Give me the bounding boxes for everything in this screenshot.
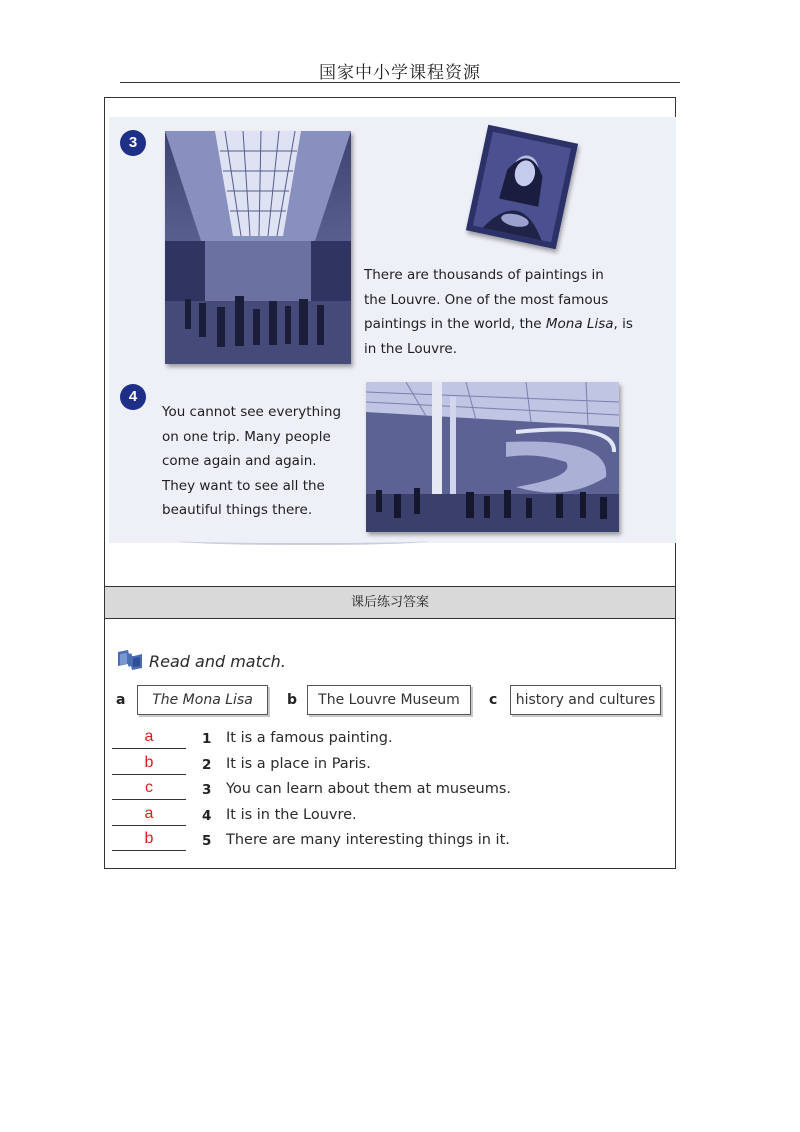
question-text-5: There are many interesting things in it. bbox=[226, 832, 510, 848]
option-letter-a: a bbox=[116, 692, 126, 708]
puzzle-icon bbox=[116, 648, 144, 672]
answers-bar: 课后练习答案 bbox=[105, 586, 675, 619]
section-4-line-4: They want to see all the bbox=[162, 477, 325, 494]
page-header: 国家中小学课程资源 bbox=[319, 63, 481, 83]
header-rule bbox=[120, 82, 680, 83]
section-badge-4: 4 bbox=[120, 384, 146, 410]
section-3-text bbox=[364, 263, 633, 361]
question-number-1: 1 bbox=[202, 731, 212, 747]
section-3-line-4: in the Louvre. bbox=[364, 340, 457, 357]
question-text-2: It is a place in Paris. bbox=[226, 756, 371, 772]
option-box-b: The Louvre Museum bbox=[307, 685, 471, 715]
section-4-line-2: on one trip. Many people bbox=[162, 428, 331, 445]
section-3-line-3 bbox=[364, 312, 633, 337]
question-text-1: It is a famous painting. bbox=[226, 730, 393, 746]
question-text-3: You can learn about them at museums. bbox=[226, 781, 512, 797]
answer-blank-4: a bbox=[112, 806, 186, 826]
section-badge-3: 3 bbox=[120, 130, 146, 156]
option-letter-b: b bbox=[287, 692, 298, 708]
section-4-line-1: You cannot see everything bbox=[162, 404, 342, 420]
mona-lisa-italic: Mona Lisa bbox=[545, 316, 614, 332]
section-4-line-5: beautiful things there. bbox=[162, 502, 313, 518]
option-box-c: history and cultures bbox=[510, 685, 661, 715]
section-3-line-3-start: paintings in the world, the bbox=[364, 316, 546, 332]
section-3-line-1: There are thousands of paintings in bbox=[364, 267, 604, 283]
exercise-title: Read and match. bbox=[149, 652, 286, 671]
question-number-4: 4 bbox=[202, 808, 212, 824]
louvre-gallery-photo bbox=[165, 131, 351, 364]
question-number-2: 2 bbox=[202, 757, 212, 773]
answer-blank-1: a bbox=[112, 729, 186, 749]
answer-blank-2: b bbox=[112, 755, 186, 775]
question-text-4: It is in the Louvre. bbox=[226, 807, 357, 823]
question-number-3: 3 bbox=[202, 782, 212, 798]
section-3-line-3-end: , is bbox=[613, 316, 633, 332]
answer-blank-5: b bbox=[112, 831, 186, 851]
option-box-a: The Mona Lisa bbox=[137, 685, 268, 715]
panel-curve bbox=[179, 537, 429, 545]
louvre-pyramid-interior-photo bbox=[366, 382, 619, 532]
question-number-5: 5 bbox=[202, 833, 212, 849]
section-4-line-3: come again and again. bbox=[162, 453, 317, 469]
answer-blank-3: c bbox=[112, 780, 186, 800]
section-4-text bbox=[162, 400, 341, 523]
section-3-line-2: the Louvre. One of the most famous bbox=[364, 291, 609, 308]
option-letter-c: c bbox=[489, 692, 498, 708]
